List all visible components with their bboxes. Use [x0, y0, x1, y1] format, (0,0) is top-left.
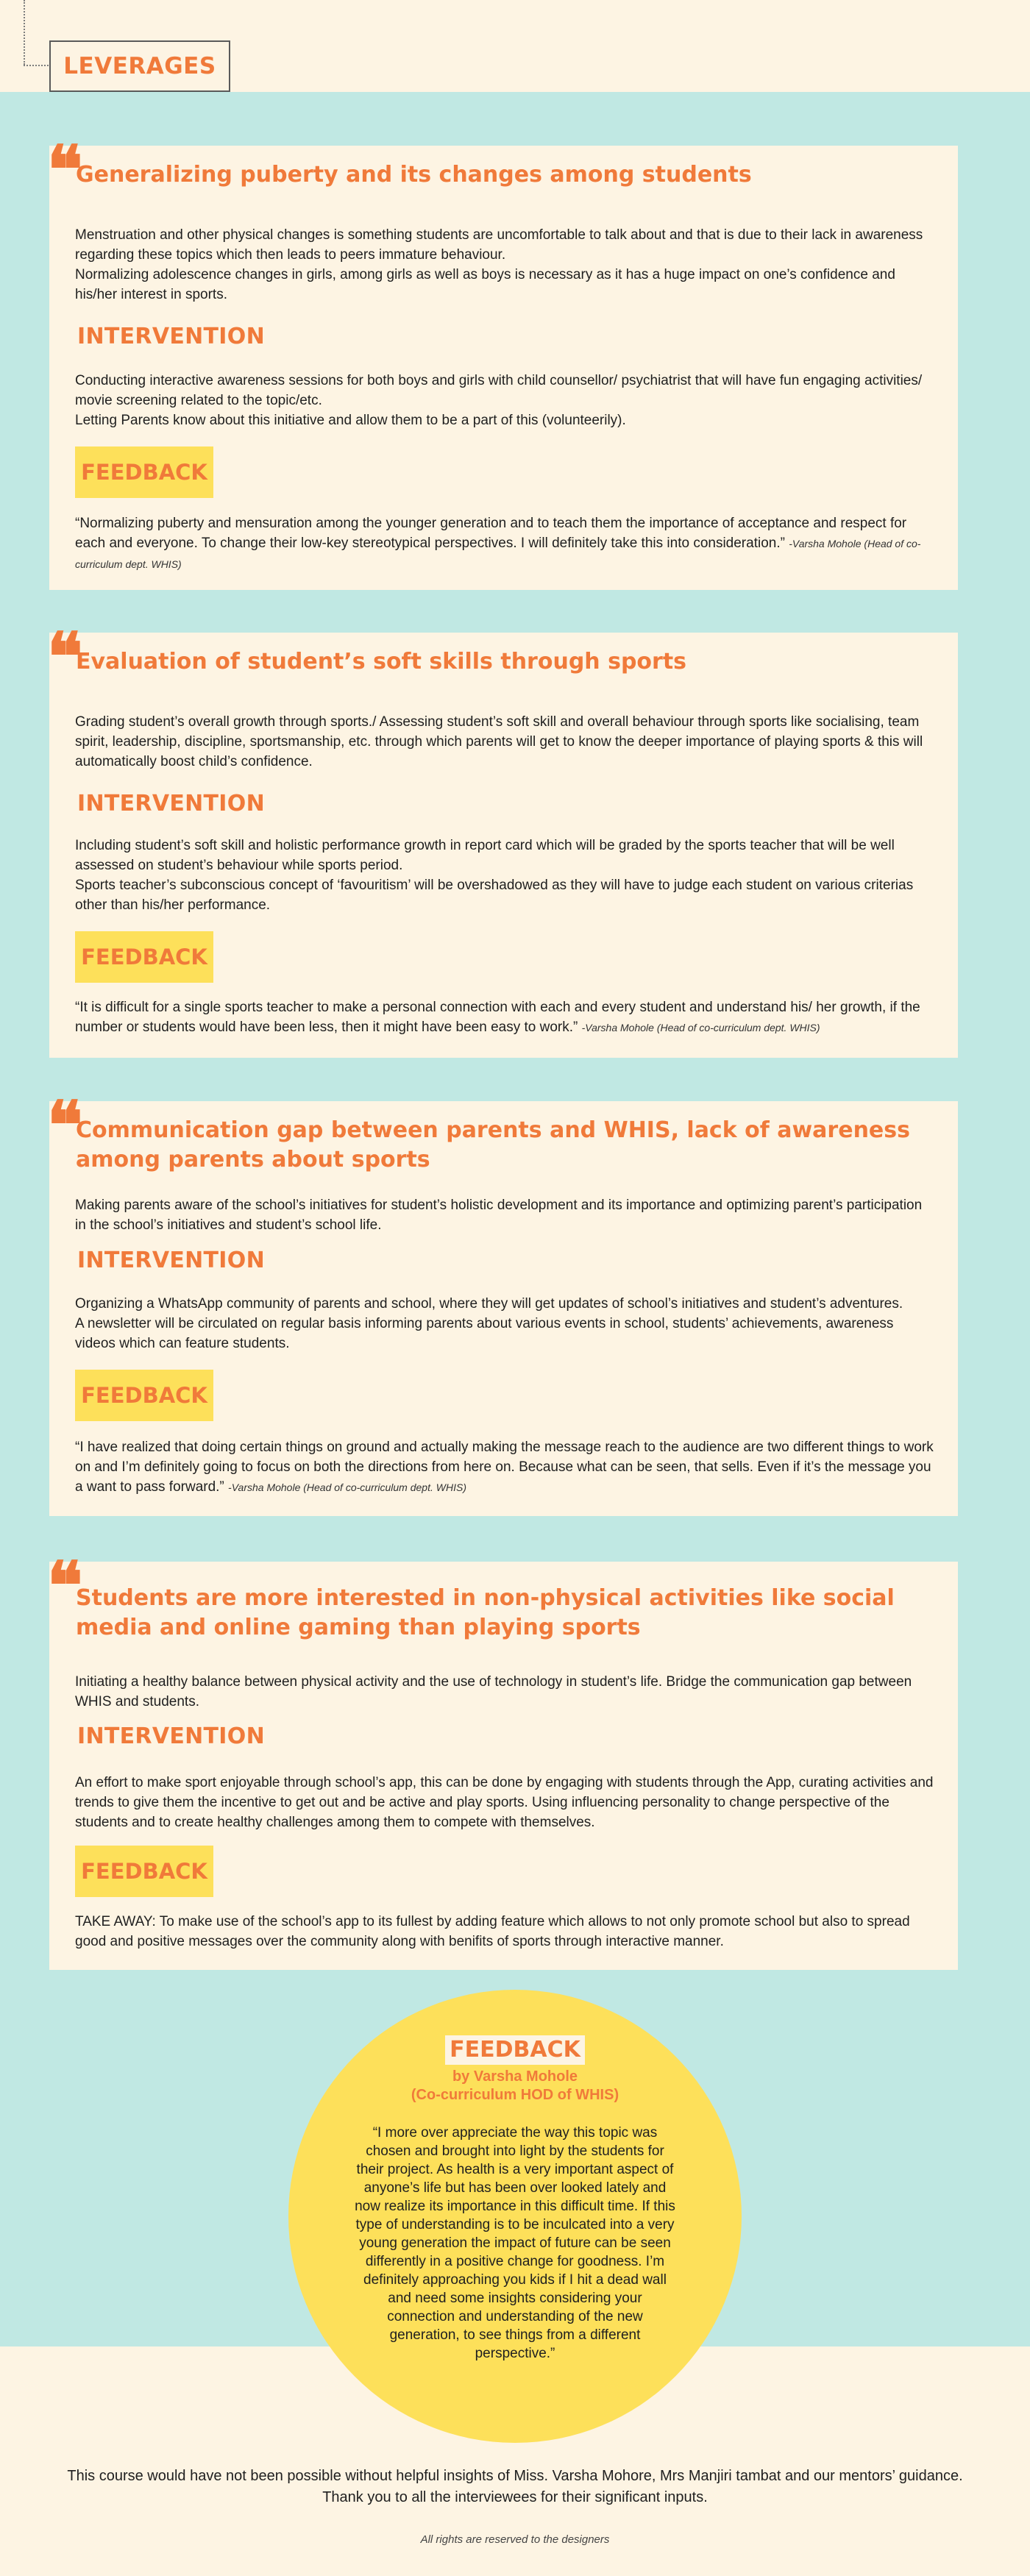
leverage-card-4 — [47, 1547, 958, 1970]
leverage-card-3 — [47, 1086, 958, 1516]
quote-mark-icon: ❝ — [47, 131, 83, 209]
problem-text: Initiating a healthy balance between physical activity and the use of technology in student’s life. Bridge the communication gap between WHIS and students. — [75, 1674, 912, 1709]
intervention-text: Organizing a WhatsApp community of parents and school, where they will get updates of school’s initiatives and student’s adventures. A newsletter will be circulated on regular basis informing parents about various events in school, students’ achievements, awareness videos which can feature students. — [75, 1296, 903, 1351]
section-title-box — [49, 40, 230, 92]
intervention-label: INTERVENTION — [77, 1248, 265, 1273]
card-title: Students are more interested in non-physical activities like social media and online gaming than playing sports — [76, 1585, 895, 1640]
acknowledgement — [0, 2466, 1030, 2508]
feedback-attribution: -Varsha Mohole (Head of co-curriculum dept. WHIS) — [75, 538, 921, 570]
intervention-text: An effort to make sport enjoyable through school’s app, this can be done by engaging with students through the App, curating activities and trends to give them the incentive to get out and be active and play sports. Using influencing personality to change perspective of the students and to create healthy challenges among them to compete with themselves. — [75, 1775, 934, 1830]
rights-notice: All rights are reserved to the designers — [420, 2533, 610, 2546]
feedback-label: FEEDBACK — [81, 460, 207, 485]
intervention-label: INTERVENTION — [77, 324, 265, 349]
quote-mark-icon: ❝ — [47, 1547, 83, 1625]
feedback-label: FEEDBACK — [81, 1383, 207, 1408]
feedback-attribution: -Varsha Mohole (Head of co-curriculum dept. WHIS) — [581, 1022, 820, 1033]
acknowledgement-line-1: This course would have not been possible without helpful insights of Miss. Varsha Mohore, Mrs Manjiri tambat and our mentors’ guidance. — [67, 2468, 963, 2484]
author-name: by Varsha Mohole — [452, 2068, 578, 2085]
quote-mark-icon: ❝ — [47, 1086, 83, 1164]
quote-mark-icon: ❝ — [47, 618, 83, 696]
intervention-label: INTERVENTION — [77, 1723, 265, 1749]
problem-text: Making parents aware of the school’s initiatives for student’s holistic development and its importance and optimizing parent’s participation in the school’s initiatives and student’s school life. — [75, 1198, 923, 1233]
section-title: LEVERAGES — [63, 53, 216, 79]
feedback-text: “I have realized that doing certain things on ground and actually making the message reach to the audience are two different things to work on and I’m definitely going to focus on both the directions from here on. Because what can be seen, that sells. Even if it’s the message you a want to pass forward.” -Varsha Mohole (Head of co-curriculum dept. WHIS) — [75, 1440, 934, 1495]
takeaway-text: TAKE AWAY: To make use of the school’s app to its fullest by adding feature which allows to not only promote school but also to spread good and positive messages over the community along with benifits of sports through interactive manner. — [75, 1914, 910, 1949]
card-title: Evaluation of student’s soft skills through sports — [76, 649, 687, 675]
feedback-label-box — [75, 931, 213, 983]
card-title: Generalizing puberty and its changes among students — [76, 162, 752, 188]
leverage-card-2 — [47, 618, 958, 1058]
feedback-label-box — [75, 1370, 213, 1421]
final-feedback-label-wrap — [288, 2035, 742, 2065]
final-feedback-circle — [288, 1990, 742, 2443]
intervention-text: Including student’s soft skill and holistic performance growth in report card which will be graded by the sports teacher that will be well assessed on student’s behaviour while sports period. Sports teacher’s subconscious concept of ‘favouritism’ will be overshadowed as they will have to judge each student on various criterias other than his/her performance. — [75, 838, 914, 913]
dotted-connector-horizontal — [24, 65, 49, 66]
feedback-label-box — [75, 1846, 213, 1897]
feedback-text: “Normalizing puberty and mensuration among the younger generation and to teach them the importance of acceptance and respect for each and everyone. To change their low-key stereotypical perspectives. I will definitely take this into consideration.” -Varsha Mohole (Head of co-curriculum dept. WHIS) — [75, 516, 921, 570]
problem-text: Grading student’s overall growth through sports./ Assessing student’s soft skill and overall behaviour through sports like socialising, team spirit, leadership, discipline, sportsmanship, etc. through which parents will get to know the deeper importance of playing sports & this will automatically boost child’s confidence. — [75, 714, 923, 769]
intervention-label: INTERVENTION — [77, 791, 265, 816]
feedback-label: FEEDBACK — [81, 944, 207, 969]
acknowledgement-line-2: Thank you to all the interviewees for their significant inputs. — [322, 2489, 708, 2505]
final-feedback-author — [288, 2068, 742, 2104]
final-feedback-quote: “I more over appreciate the way this topic was chosen and brought into light by the students for their project. As health is a very important aspect of anyone’s life but has been over looked lately and now realize its importance in this difficult time. If this type of understanding is to be inculcated into a very young generation the impact of future can be seen differently in a positive change for goodness. I’m definitely approaching you kids if I hit a dead wall and need some insights considering your connection and understanding of the new generation, to see things from a different perspective.” — [355, 2125, 675, 2361]
author-role: (Co-curriculum HOD of WHIS) — [411, 2087, 619, 2103]
feedback-attribution: -Varsha Mohole (Head of co-curriculum dept. WHIS) — [228, 1481, 466, 1493]
intervention-text: Conducting interactive awareness sessions for both boys and girls with child counsellor/ psychiatrist that will have fun engaging activities/ movie screening related to the topic/etc. Letting Parents know about this initiative and allow them to be a part of this (volunteerily). — [75, 373, 923, 428]
feedback-text: “It is difficult for a single sports teacher to make a personal connection with each and every student and understand his/ her growth, if the number or students would have been less, then it might have been easy to work.” -Varsha Mohole (Head of co-curriculum dept. WHIS) — [75, 1000, 920, 1035]
feedback-label: FEEDBACK — [81, 1859, 207, 1884]
feedback-label-box — [75, 446, 213, 498]
card-title: Communication gap between parents and WHIS, lack of awareness among parents about sports — [76, 1117, 910, 1173]
leverage-card-1 — [47, 131, 958, 590]
dotted-connector-vertical — [24, 0, 25, 65]
final-feedback-label: FEEDBACK — [445, 2035, 585, 2065]
problem-text: Menstruation and other physical changes is something students are uncomfortable to talk about and that is due to their lack in awareness regarding these topics which then leads to peers immature behaviour. Normalizing adolescence changes in girls, among girls as well as boys is necessary as it has a huge impact on one’s confidence and his/her interest in sports. — [75, 227, 923, 302]
